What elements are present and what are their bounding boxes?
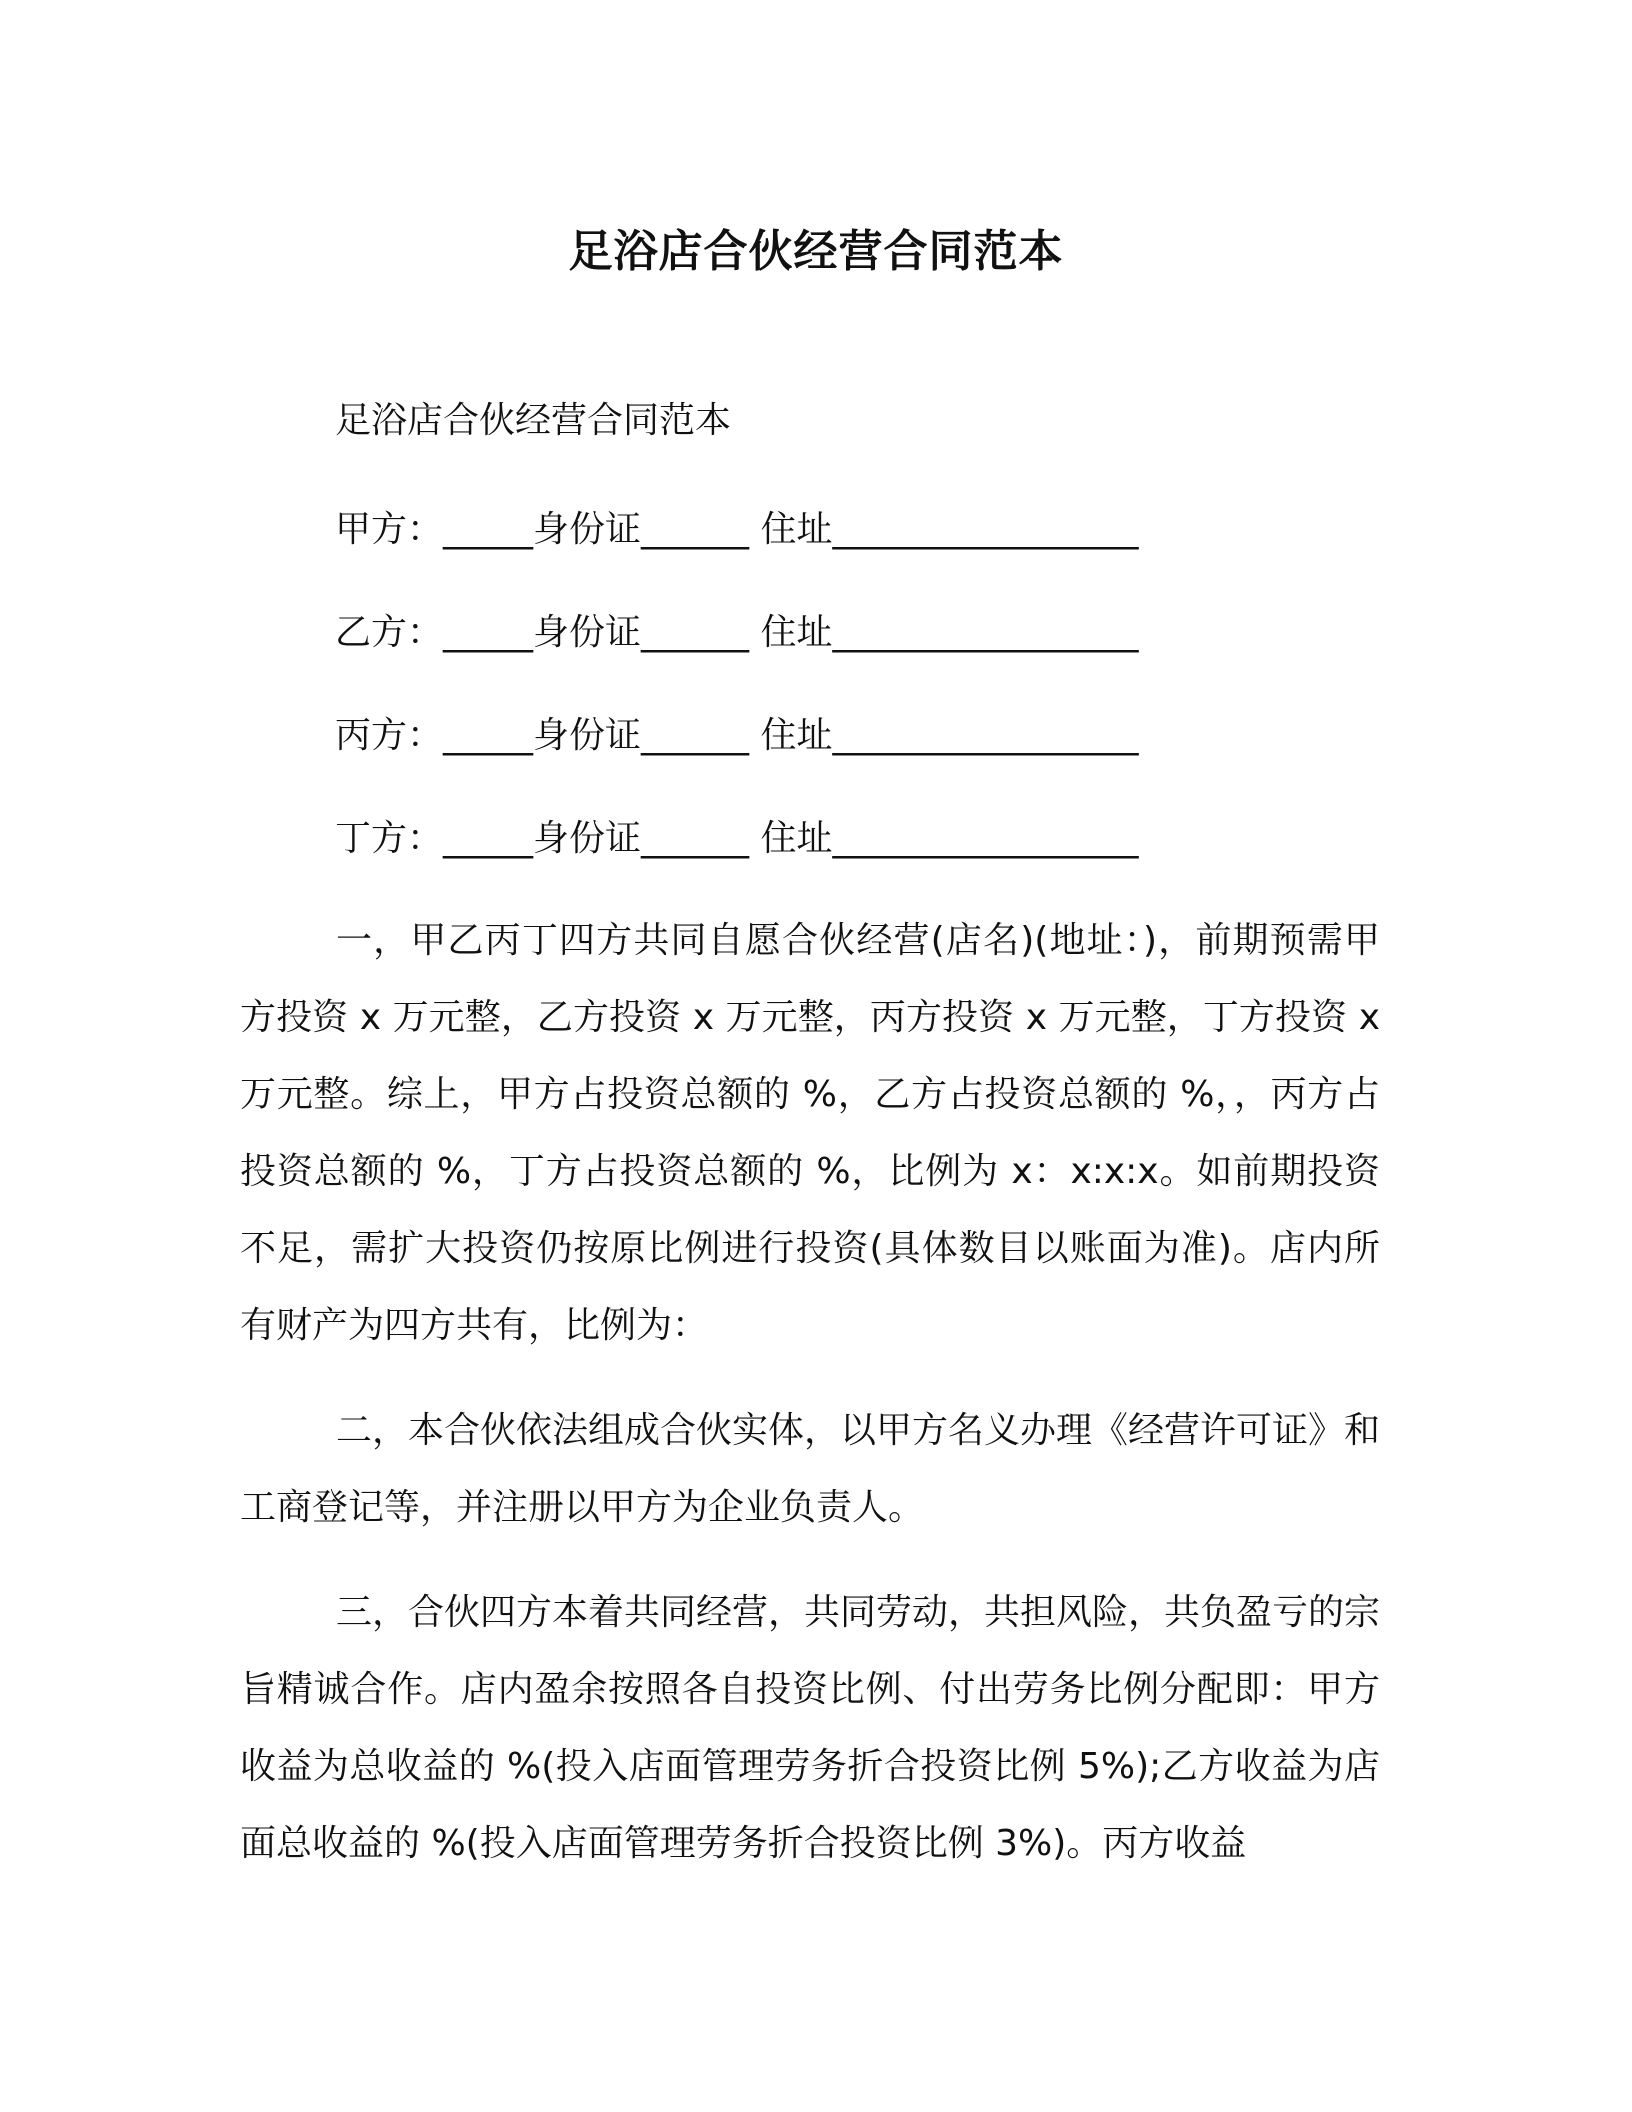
document-subtitle: 足浴店合伙经营合同范本: [335, 400, 732, 441]
clause-investment: 一，甲乙丙丁四方共同自愿合伙经营(店名)(地址：)，前期预需甲方投资 x 万元整，乙方投资 x 万元整，丙方投资 x 万元整，丁方投资 x 万元整。综上，甲方占投资总额的 %，乙方占投资总额的 %，，丙方占投资总额的 %，丁方占投资总额的 %，比例为 x：x:x:x。如前期投资不足，需扩大投资仍按原比例进行投资(具体数目以账面为准)。店内所有财产为四方共有，比例为：: [240, 920, 1380, 1346]
party-a-line: 甲方：_____身份证______ 住址_________________: [335, 509, 1139, 550]
clause-registration: 二，本合伙依法组成合伙实体，以甲方名义办理《经营许可证》和工商登记等，并注册以甲方为企业负责人。: [240, 1410, 1381, 1528]
party-c-line: 丙方：_____身份证______ 住址_________________: [335, 715, 1139, 756]
document-title: 足浴店合伙经营合同范本: [568, 226, 1064, 277]
party-b-line: 乙方：_____身份证______ 住址_________________: [335, 612, 1139, 653]
party-d-line: 丁方：_____身份证______ 住址_________________: [335, 818, 1139, 859]
clause-profit-sharing: 三，合伙四方本着共同经营，共同劳动，共担风险，共负盈亏的宗旨精诚合作。店内盈余按照各自投资比例、付出劳务比例分配即：甲方收益为总收益的 %(投入店面管理劳务折合投资比例 5%);乙方收益为店面总收益的 %(投入店面管理劳务折合投资比例 3%)。丙方收益: [240, 1592, 1381, 1864]
